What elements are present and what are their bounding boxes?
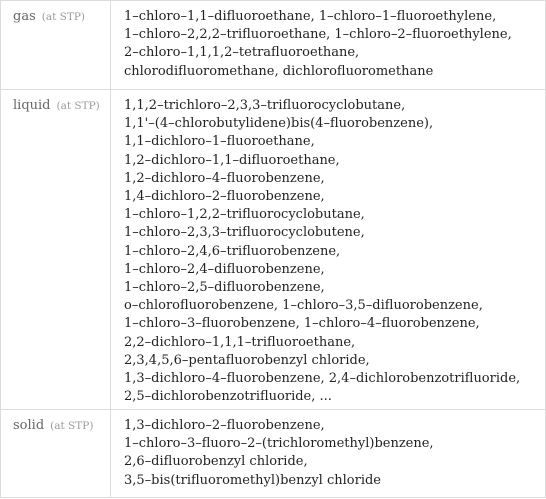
compound-list-line: 1–chloro–2,3,3–trifluorocyclobutene, xyxy=(124,225,365,241)
row-label-cell xyxy=(1,90,111,409)
phase-label: solid xyxy=(13,418,45,433)
compound-list-cell xyxy=(111,90,545,409)
compound-list-line: 2,6–difluorobenzyl chloride, xyxy=(124,454,308,470)
phase-condition-label: (at STP) xyxy=(41,11,86,23)
compound-list-line: 1–chloro–1,2,2–trifluorocyclobutane, xyxy=(124,207,365,223)
compound-list-line: 1–chloro–2,4–difluorobenzene, xyxy=(124,261,325,277)
compound-list-line: 2,3,4,5,6–pentafluorobenzyl chloride, xyxy=(124,352,370,368)
compound-list-line: 1,2–dichloro–4–fluorobenzene, xyxy=(124,170,325,186)
compound-list-cell xyxy=(111,1,545,89)
compound-list-line: 1,1,2–trichloro–2,3,3–trifluorocyclobutane, xyxy=(124,98,406,113)
phase-condition-label: (at STP) xyxy=(56,100,100,112)
phase-label: gas xyxy=(13,9,36,24)
compound-list-line: 1,2–dichloro–1,1–difluoroethane, xyxy=(124,152,340,168)
compound-list-line: 1–chloro–2,5–difluorobenzene, xyxy=(124,280,325,296)
compound-list-line: 1–chloro–3–fluorobenzene, 1–chloro–4–fluorobenzene, xyxy=(124,316,480,332)
row-label-cell xyxy=(1,410,111,497)
phase-condition-label: (at STP) xyxy=(50,420,94,432)
compound-list-line: 1,1–dichloro–1–fluoroethane, xyxy=(124,134,315,150)
compound-list-line: 2–chloro–1,1,1,2–tetrafluoroethane, xyxy=(124,45,360,61)
table-row-solid xyxy=(1,410,545,497)
compound-list-line: 1,3–dichloro–2–fluorobenzene, xyxy=(124,418,325,433)
compound-list-line: 2,2–dichloro–1,1,1–trifluoroethane, xyxy=(124,334,356,350)
row-label-cell xyxy=(1,1,111,89)
table-row-gas xyxy=(1,1,545,90)
compound-list-line: 1,1'–(4–chlorobutylidene)bis(4–fluorobenzene), xyxy=(124,116,434,132)
compound-list-line: 3,5–bis(trifluoromethyl)benzyl chloride xyxy=(124,472,381,488)
compound-list-line: 1–chloro–3–fluoro–2–(trichloromethyl)benzene, xyxy=(124,436,434,452)
table-row-liquid xyxy=(1,90,545,410)
compound-list-line: 1–chloro–1,1–difluoroethane, 1–chloro–1–fluoroethylene, xyxy=(124,9,497,24)
compound-list-line: 1–chloro–2,2,2–trifluoroethane, 1–chloro–2–fluoroethylene, xyxy=(124,27,512,43)
compound-list-line: 1,4–dichloro–2–fluorobenzene, xyxy=(124,189,325,205)
compound-list-line: 2,5–dichlorobenzotrifluoride, ... xyxy=(124,389,332,405)
compound-list-line: 1–chloro–2,4,6–trifluorobenzene, xyxy=(124,243,341,259)
compound-list-line: o–chlorofluorobenzene, 1–chloro–3,5–difluorobenzene, xyxy=(124,298,483,314)
phase-label: liquid xyxy=(13,98,51,113)
compound-list-cell xyxy=(111,410,545,497)
compound-list-line: 1,3–dichloro–4–fluorobenzene, 2,4–dichlorobenzotrifluoride, xyxy=(124,371,521,387)
compound-list-line: chlorodifluoromethane, dichlorofluoromethane xyxy=(124,63,434,79)
